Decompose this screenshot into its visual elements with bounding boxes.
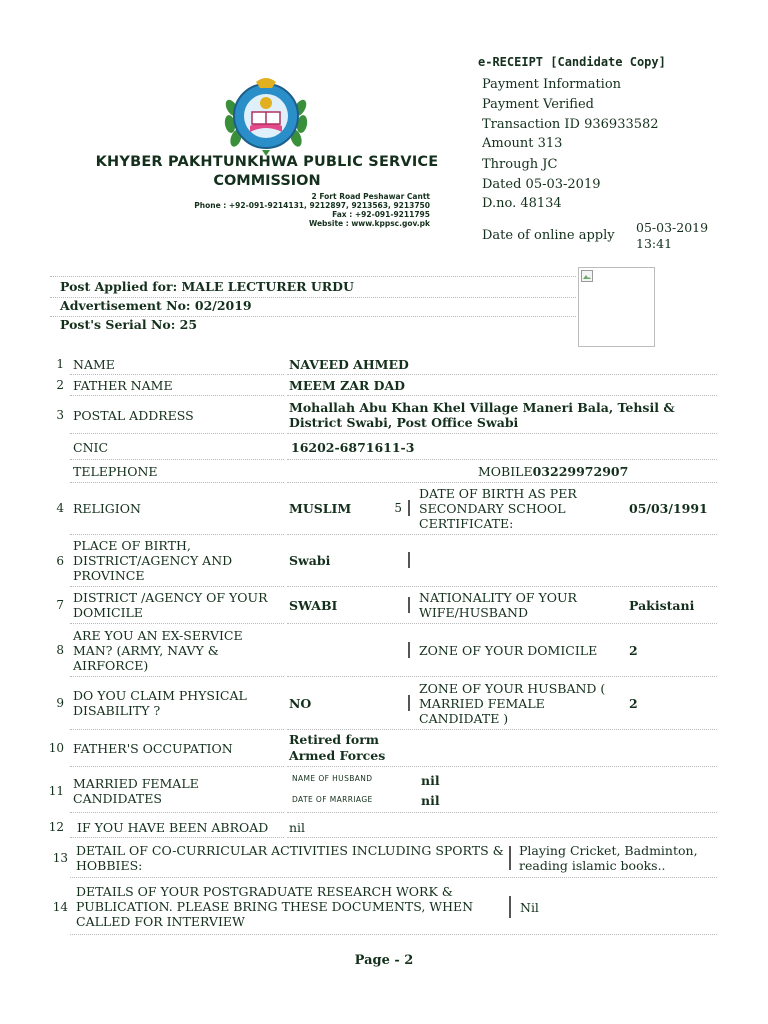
domicile-label-line1: DISTRICT /AGENCY OF YOUR <box>73 590 268 605</box>
divider <box>70 766 284 767</box>
candidate-photo <box>578 267 655 347</box>
divider <box>70 534 284 535</box>
row-number: 7 <box>56 598 64 612</box>
row-number: 10 <box>48 741 64 755</box>
payment-dated: Dated 05-03-2019 <box>482 177 601 192</box>
nationality-label-line2: WIFE/HUSBAND <box>419 605 528 620</box>
online-apply-date: 05-03-2019 <box>636 220 709 235</box>
separator <box>509 846 511 870</box>
separator <box>509 896 511 918</box>
separator <box>408 695 410 711</box>
postal-address-line2: District Swabi, Post Office Swabi <box>289 415 519 430</box>
ex-service-label-line2: MAN? (ARMY, NAVY & <box>73 643 219 658</box>
research-label-line1: DETAILS OF YOUR POSTGRADUATE RESEARCH WORK & <box>76 884 453 899</box>
religion-value: MUSLIM <box>289 501 352 516</box>
transaction-id: Transaction ID 936933582 <box>482 117 659 132</box>
receipt-title: e-RECEIPT [Candidate Copy] <box>478 55 666 69</box>
divider <box>70 623 284 624</box>
zone-husband-label-line2: MARRIED FEMALE <box>419 696 545 711</box>
mobile-value: 03229972907 <box>532 464 629 479</box>
separator <box>408 642 410 658</box>
divider <box>70 676 284 677</box>
online-apply-time: 13:41 <box>636 236 673 251</box>
page-number: Page - 2 <box>354 953 414 968</box>
zone-husband-label-line1: ZONE OF YOUR HUSBAND ( <box>419 681 606 696</box>
divider <box>287 676 717 677</box>
organization-address: 2 Fort Road Peshawar Cantt <box>311 192 430 201</box>
husband-name-value: nil <box>421 773 440 788</box>
divider <box>70 482 284 483</box>
divider <box>70 877 717 878</box>
zone-domicile-value: 2 <box>629 643 638 658</box>
organization-name-line2: COMMISSION <box>213 173 321 189</box>
abroad-label: IF YOU HAVE BEEN ABROAD <box>77 820 269 835</box>
row-number: 1 <box>56 357 64 371</box>
divider <box>287 374 717 375</box>
father-occupation-label: FATHER'S OCCUPATION <box>73 741 233 756</box>
co-curricular-label-line2: HOBBIES: <box>76 858 143 873</box>
payment-through: Through JC <box>482 157 558 172</box>
divider <box>70 934 717 935</box>
zone-husband-label-line3: CANDIDATE ) <box>419 711 509 726</box>
dob-value: 05/03/1991 <box>629 501 708 516</box>
marriage-date-value: nil <box>421 793 440 808</box>
father-name-value: MEEM ZAR DAD <box>289 378 406 393</box>
divider <box>287 766 717 767</box>
divider <box>287 623 717 624</box>
disability-value: NO <box>289 696 312 711</box>
dob-label-line2: SECONDARY SCHOOL <box>419 501 566 516</box>
divider <box>287 459 717 460</box>
row-number: 8 <box>56 643 64 657</box>
research-label-line3: CALLED FOR INTERVIEW <box>76 914 245 929</box>
organization-name: KHYBER PAKHTUNKHWA PUBLIC SERVICE <box>95 154 439 170</box>
co-curricular-value-line2: reading islamic books.. <box>519 858 666 873</box>
divider <box>287 586 717 587</box>
cnic-label: CNIC <box>73 440 109 455</box>
divider <box>287 433 717 434</box>
zone-domicile-label: ZONE OF YOUR DOMICILE <box>419 643 598 658</box>
father-occupation-line2: Armed Forces <box>289 748 386 763</box>
divider <box>70 374 284 375</box>
divider <box>287 395 717 396</box>
kppsc-logo-icon <box>222 72 310 158</box>
postal-address-label: POSTAL ADDRESS <box>73 408 194 423</box>
father-name-label: FATHER NAME <box>73 378 173 393</box>
marriage-date-label: DATE OF MARRIAGE <box>292 795 373 804</box>
organization-phone: Phone : +92-091-9214131, 9212897, 9213563, 9213750 <box>194 201 430 210</box>
row-number: 13 <box>52 851 68 865</box>
ex-service-label-line1: ARE YOU AN EX-SERVICE <box>73 628 243 643</box>
online-apply-label: Date of online apply <box>482 228 615 243</box>
organization-website: Website : www.kppsc.gov.pk <box>308 219 430 228</box>
payment-information-heading: Payment Information <box>482 77 622 92</box>
name-label: NAME <box>73 357 115 372</box>
nationality-label-line1: NATIONALITY OF YOUR <box>419 590 577 605</box>
abroad-value: nil <box>289 820 306 835</box>
payment-amount: Amount 313 <box>482 136 563 151</box>
payment-dno: D.no. 48134 <box>482 196 562 211</box>
separator <box>408 500 410 516</box>
divider <box>70 837 284 838</box>
divider <box>70 433 284 434</box>
divider <box>287 729 717 730</box>
disability-label-line2: DISABILITY ? <box>73 703 161 718</box>
row-number: 3 <box>56 408 64 422</box>
row-number: 2 <box>56 378 64 392</box>
disability-label-line1: DO YOU CLAIM PHYSICAL <box>73 688 247 703</box>
mobile-label: MOBILE <box>478 464 533 479</box>
separator <box>408 552 410 568</box>
divider <box>287 482 717 483</box>
name-value: NAVEED AHMED <box>289 357 409 372</box>
married-female-label-line1: MARRIED FEMALE <box>73 776 199 791</box>
dob-label-line3: CERTIFICATE: <box>419 516 514 531</box>
father-occupation-line1: Retired form <box>289 732 380 747</box>
place-of-birth-value: Swabi <box>289 553 331 568</box>
row-number: 5 <box>394 501 402 515</box>
payment-status: Payment Verified <box>482 97 594 112</box>
telephone-label: TELEPHONE <box>73 464 158 479</box>
row-number: 4 <box>56 501 64 515</box>
divider <box>70 395 284 396</box>
divider <box>287 812 717 813</box>
ex-service-label-line3: AIRFORCE) <box>73 658 149 673</box>
post-serial-number: Post's Serial No: 25 <box>60 317 198 332</box>
research-value: Nil <box>520 900 539 915</box>
post-applied: Post Applied for: MALE LECTURER URDU <box>50 279 576 298</box>
place-of-birth-label-line1: PLACE OF BIRTH, <box>73 538 191 553</box>
place-of-birth-label-line3: PROVINCE <box>73 568 145 583</box>
mobile-field <box>478 464 628 479</box>
advertisement-number: Advertisement No: 02/2019 <box>50 298 576 317</box>
co-curricular-value-line1: Playing Cricket, Badminton, <box>519 843 698 858</box>
divider <box>287 837 717 838</box>
domicile-value: SWABI <box>289 598 338 613</box>
row-number: 11 <box>48 784 64 798</box>
nationality-value: Pakistani <box>629 598 695 613</box>
husband-name-label: NAME OF HUSBAND <box>292 774 373 783</box>
dob-label-line1: DATE OF BIRTH AS PER <box>419 486 577 501</box>
co-curricular-label-line1: DETAIL OF CO-CURRICULAR ACTIVITIES INCLUDING SPORTS & <box>76 843 504 858</box>
row-number: 12 <box>48 820 64 834</box>
broken-image-icon <box>581 270 593 282</box>
zone-husband-value: 2 <box>629 696 638 711</box>
married-female-label-line2: CANDIDATES <box>73 791 162 806</box>
religion-label: RELIGION <box>73 501 141 516</box>
postal-address-line1: Mohallah Abu Khan Khel Village Maneri Bala, Tehsil & <box>289 400 675 415</box>
divider <box>287 534 717 535</box>
cnic-value: 16202-6871611-3 <box>291 440 415 455</box>
place-of-birth-label-line2: DISTRICT/AGENCY AND <box>73 553 233 568</box>
divider <box>70 812 284 813</box>
divider <box>70 586 284 587</box>
row-number: 14 <box>52 900 68 914</box>
divider <box>50 276 576 277</box>
separator <box>408 597 410 613</box>
row-number: 6 <box>56 554 64 568</box>
row-number: 9 <box>56 696 64 710</box>
organization-fax: Fax : +92-091-9211795 <box>332 210 430 219</box>
divider <box>70 729 284 730</box>
research-label-line2: PUBLICATION. PLEASE BRING THESE DOCUMENTS, WHEN <box>76 899 474 914</box>
divider <box>70 459 284 460</box>
domicile-label-line2: DOMICILE <box>73 605 143 620</box>
